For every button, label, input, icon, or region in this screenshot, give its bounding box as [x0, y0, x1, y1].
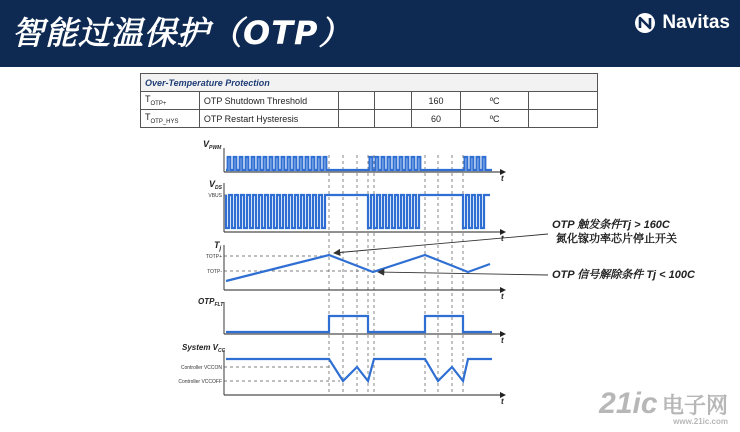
time-label: t	[501, 234, 504, 243]
logo-text: Navitas	[662, 12, 730, 33]
release-annotation: OTP 信号解除条件 Tj < 100C	[552, 269, 695, 281]
watermark-main: 21ic	[599, 387, 658, 420]
otp-flt-label: $OTP_{FLT}$	[198, 297, 224, 308]
release-arrow	[378, 272, 548, 275]
parameter-cell: OTP Restart Hysteresis	[199, 110, 338, 128]
watermark-cn: 电子网	[661, 393, 728, 418]
watermark-21ic	[599, 387, 728, 426]
vcc-on-label: Controller VCCON	[180, 365, 222, 371]
axes	[224, 148, 506, 398]
time-label: t	[501, 336, 504, 345]
vbus-level-label: VBUS	[208, 193, 222, 199]
symbol-cell: $T_{OTP+}$	[141, 92, 200, 110]
vpwm-label: $V_{PWM}$	[203, 139, 222, 151]
vds-waveform	[226, 195, 490, 228]
trigger-line-2: 氮化镓功率芯片停止开关	[556, 233, 677, 245]
value-cell: 60	[412, 110, 461, 128]
system-vcc-label: System $V_{CC}$	[182, 343, 226, 354]
trigger-annotation	[552, 218, 677, 246]
unit-cell: ºC	[460, 92, 529, 110]
value-cell: 160	[412, 92, 461, 110]
watermark-url: www.21ic.com	[673, 417, 728, 426]
vcc-off-label: Controller VCCOFF	[178, 379, 222, 385]
trigger-arrow	[334, 234, 548, 253]
totp-low-label: TOTP-	[207, 269, 222, 275]
trigger-line-1: OTP 触发条件Tj > 160C	[552, 219, 670, 231]
parameter-cell: OTP Shutdown Threshold	[199, 92, 338, 110]
symbol-cell: $T_{OTP\_HYS}$	[141, 110, 200, 128]
time-label: t	[501, 174, 504, 183]
slide-title: 智能过温保护（OTP）	[12, 14, 352, 52]
totp-high-label: TOTP+	[205, 254, 222, 260]
time-label: t	[501, 397, 504, 406]
tj-label: $T_j$	[214, 240, 222, 252]
vds-label: $V_{DS}$	[209, 179, 222, 191]
spec-table-caption: Over-Temperature Protection	[141, 74, 598, 92]
tj-waveform	[226, 255, 490, 281]
unit-cell: ºC	[460, 110, 529, 128]
time-label: t	[501, 292, 504, 301]
